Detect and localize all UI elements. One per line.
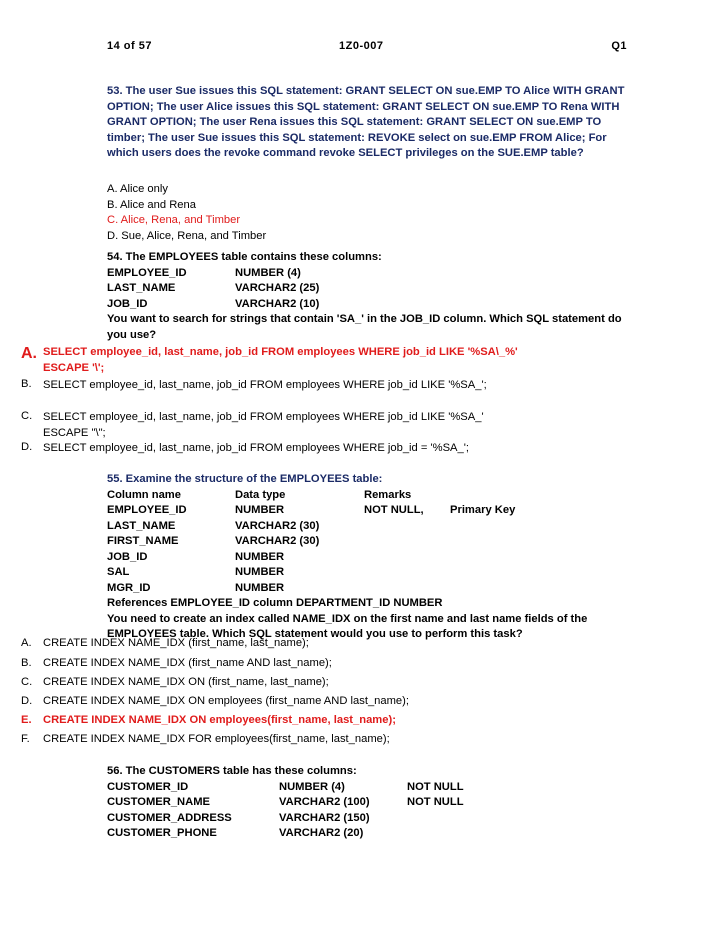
col-remarks: NOT NULL, xyxy=(364,504,424,516)
q55-intro: 55. Examine the structure of the EMPLOYEES table: xyxy=(107,473,383,485)
q55-col-row xyxy=(107,534,627,550)
col-name: CUSTOMER_PHONE xyxy=(107,827,217,839)
col-name: MGR_ID xyxy=(107,581,151,594)
col-name: LAST_NAME xyxy=(107,282,176,294)
option-letter: A. xyxy=(21,637,32,649)
col-name: LAST_NAME xyxy=(107,519,176,532)
col-type: VARCHAR2 (30) xyxy=(235,519,320,532)
q54-col-row xyxy=(107,297,627,313)
q55-col-row xyxy=(107,565,627,581)
col-type: NUMBER xyxy=(235,581,285,594)
col-type: VARCHAR2 (10) xyxy=(235,297,320,310)
header-data-type: Data type xyxy=(235,488,286,501)
option-text: CREATE INDEX NAME_IDX ON employees(first_name, last_name); xyxy=(43,714,396,726)
col-type: NUMBER (4) xyxy=(279,780,345,793)
q54-col-row xyxy=(107,266,627,282)
q53-option-a: A. Alice only xyxy=(107,183,168,195)
option-letter: D. xyxy=(21,695,33,707)
q55-col-row xyxy=(107,581,627,597)
q55-col-row xyxy=(107,550,627,566)
col-name: CUSTOMER_NAME xyxy=(107,796,210,808)
col-name: EMPLOYEE_ID xyxy=(107,266,187,279)
option-text: SELECT employee_id, last_name, job_id FROM employees WHERE job_id = '%SA_'; xyxy=(43,442,469,454)
quarter-label: Q1 xyxy=(611,40,627,52)
option-letter: C. xyxy=(21,410,33,422)
q55-col-row xyxy=(107,503,627,519)
col-remarks: NOT NULL xyxy=(407,780,464,793)
option-text: SELECT employee_id, last_name, job_id FROM employees WHERE job_id LIKE '%SA\_%' ESCAPE '\'; xyxy=(43,346,518,374)
col-name: CUSTOMER_ID xyxy=(107,780,189,793)
q55-question: You need to create an index called NAME_IDX on the first name and last name fields of the EMPLOYEES table. Which SQL statement would you use to perform this task? xyxy=(107,612,588,640)
q54-question: You want to search for strings that contain 'SA_' in the JOB_ID column. Which SQL statement do you use? xyxy=(107,313,622,341)
question-54 xyxy=(107,250,627,343)
option-text: CREATE INDEX NAME_IDX ON (first_name, last_name); xyxy=(43,676,329,688)
option-letter: B. xyxy=(21,657,32,669)
q55-references: References EMPLOYEE_ID column DEPARTMENT_ID NUMBER xyxy=(107,597,443,609)
col-name: JOB_ID xyxy=(107,297,148,310)
q56-col-row xyxy=(107,780,627,796)
col-type: VARCHAR2 (100) xyxy=(279,796,370,808)
q54-intro: 54. The EMPLOYEES table contains these columns: xyxy=(107,251,382,263)
q56-col-row xyxy=(107,811,627,827)
q53-option-c-answer: C. Alice, Rena, and Timber xyxy=(107,214,241,226)
page-header xyxy=(107,40,627,56)
col-remarks: NOT NULL xyxy=(407,796,464,808)
option-text: SELECT employee_id, last_name, job_id FROM employees WHERE job_id LIKE '%SA_'; xyxy=(43,379,487,391)
q56-col-row xyxy=(107,795,627,811)
page-number: 14 of 57 xyxy=(107,40,152,52)
col-type: NUMBER (4) xyxy=(235,266,301,279)
col-type: VARCHAR2 (150) xyxy=(279,811,370,824)
col-type: VARCHAR2 (20) xyxy=(279,827,364,839)
option-text: CREATE INDEX NAME_IDX (first_name, last_name); xyxy=(43,637,309,649)
col-name: CUSTOMER_ADDRESS xyxy=(107,811,232,824)
col-type: NUMBER xyxy=(235,566,285,578)
option-letter: B. xyxy=(21,378,32,390)
header-remarks: Remarks xyxy=(364,488,412,501)
col-name: JOB_ID xyxy=(107,550,148,563)
col-type: NUMBER xyxy=(235,550,285,563)
option-text: CREATE INDEX NAME_IDX (first_name AND last_name); xyxy=(43,657,332,669)
option-text: SELECT employee_id, last_name, job_id FROM employees WHERE job_id LIKE '%SA_' ESCAPE "\"; xyxy=(43,411,484,439)
option-letter: D. xyxy=(21,441,33,453)
col-type: NUMBER xyxy=(235,504,285,516)
q53-option-b: B. Alice and Rena xyxy=(107,198,196,211)
option-letter: A. xyxy=(21,345,37,362)
col-extra: Primary Key xyxy=(450,504,516,516)
option-text: CREATE INDEX NAME_IDX FOR employees(first_name, last_name); xyxy=(43,733,390,745)
q55-col-row xyxy=(107,519,627,535)
option-letter: E. xyxy=(21,714,32,726)
q53-options xyxy=(107,182,627,244)
q54-col-row xyxy=(107,281,627,297)
q56-col-row xyxy=(107,826,627,842)
col-type: VARCHAR2 (30) xyxy=(235,535,320,547)
col-type: VARCHAR2 (25) xyxy=(235,282,320,294)
exam-code: 1Z0-007 xyxy=(339,40,384,52)
q55-header-row xyxy=(107,488,627,504)
col-name: EMPLOYEE_ID xyxy=(107,504,187,516)
option-text: CREATE INDEX NAME_IDX ON employees (first_name AND last_name); xyxy=(43,695,409,707)
col-name: SAL xyxy=(107,566,130,578)
q56-intro: 56. The CUSTOMERS table has these columns: xyxy=(107,765,357,777)
col-name: FIRST_NAME xyxy=(107,535,179,547)
question-55 xyxy=(107,472,627,643)
header-column-name: Column name xyxy=(107,488,181,501)
option-letter: C. xyxy=(21,676,33,688)
question-53: 53. The user Sue issues this SQL statement: GRANT SELECT ON sue.EMP TO Alice WITH GRANT OPTION; The user Alice issues this SQL statement: GRANT SELECT ON sue.EMP TO Rena WITH GRANT OPTION; The user Rena issues this SQL statement: GRANT SELECT ON sue.EMP TO timber; The user Sue issues this SQL statement: REVOKE select on sue.EMP FROM Alice; For which users does the revoke command revoke SELECT privileges on the SUE.EMP table? xyxy=(107,85,625,159)
option-letter: F. xyxy=(21,733,30,745)
q53-option-d: D. Sue, Alice, Rena, and Timber xyxy=(107,229,267,242)
question-56 xyxy=(107,764,627,842)
